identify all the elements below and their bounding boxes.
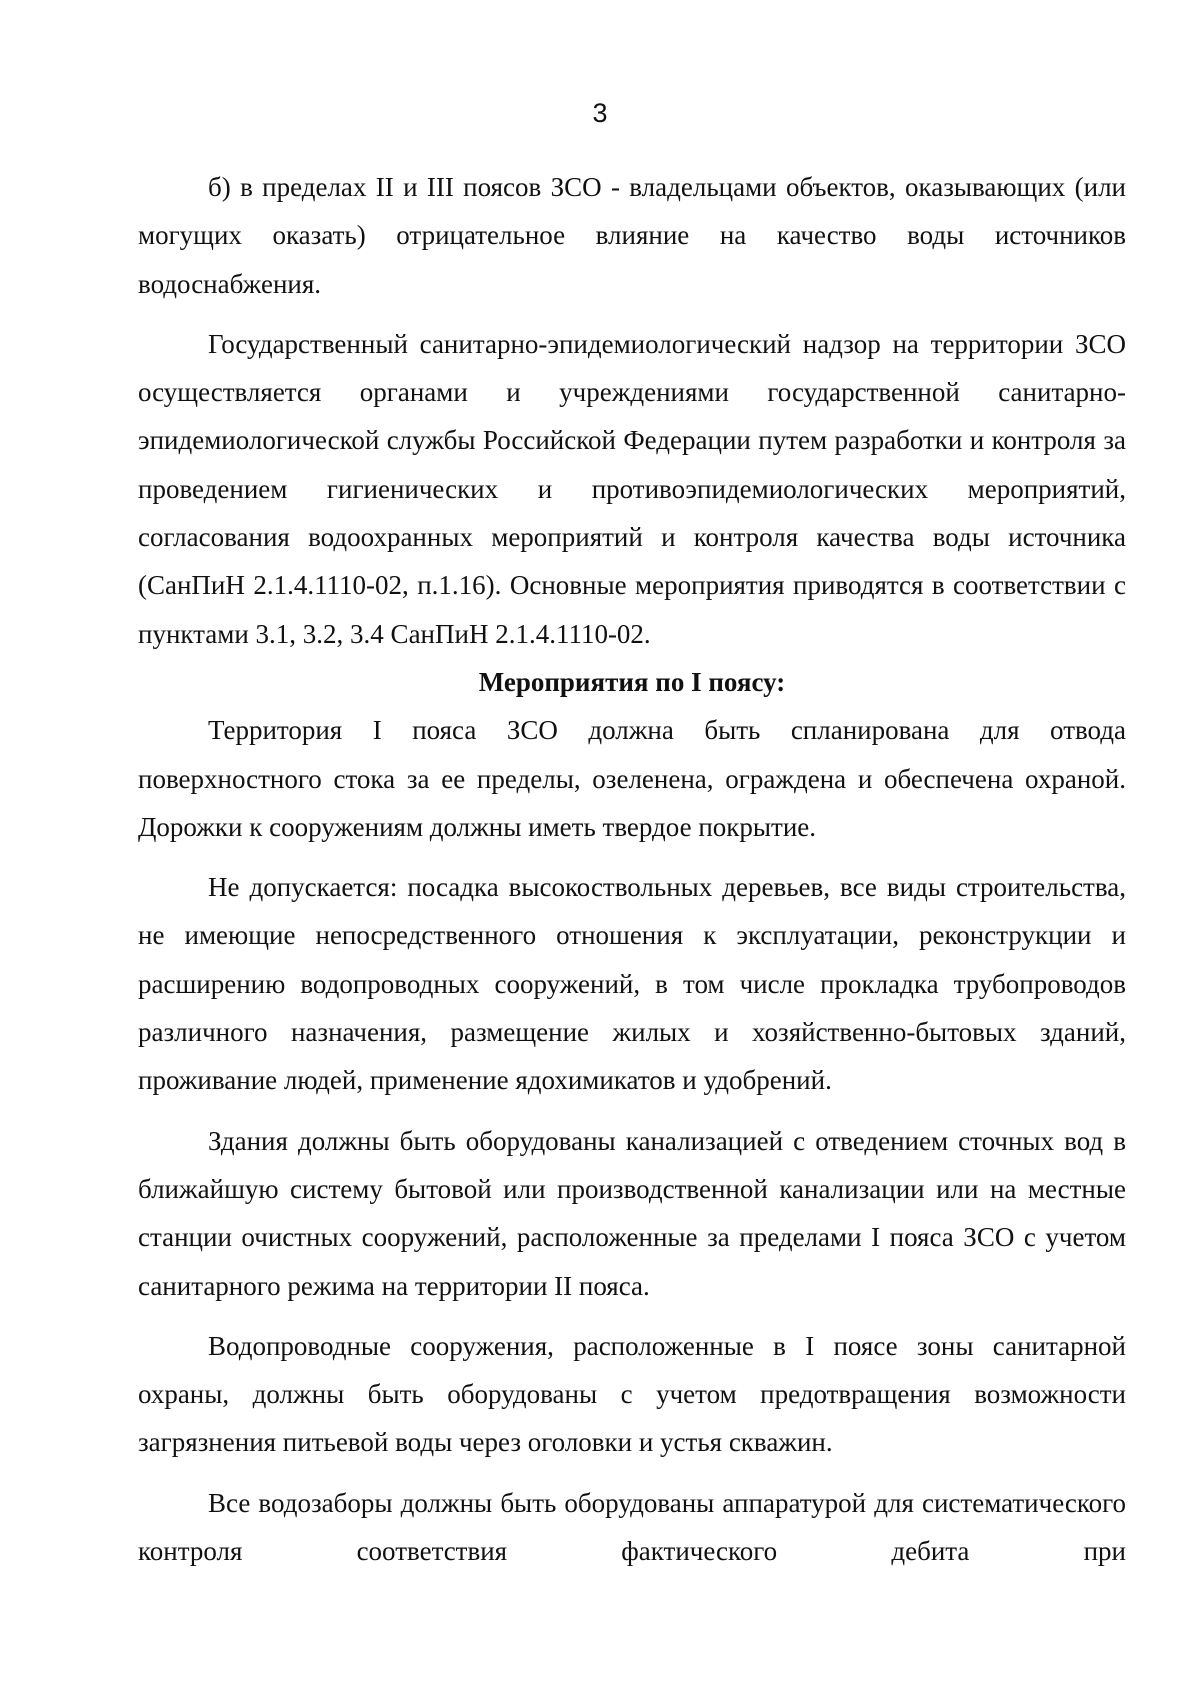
document-body (138, 163, 1126, 1575)
paragraph-water-structures: Водопроводные сооружения, расположенные в I поясе зоны санитарной охраны, должны быть оборудованы с учетом предотвращения возможности загрязнения питьевой воды через оголовки и устья скважин. (138, 1330, 1126, 1458)
paragraph-state-supervision: Государственный санитарно-эпидемиологический надзор на территории ЗСО осуществляется органами и учреждениями государственной санитарно-эпидемиологической службы Российской Федерации путем разработки и контроля за проведением гигиенических и противоэпидемиологических мероприятий, согласования водоохранных мероприятий и контроля качества воды источника (СанПиН 2.1.4.1110-02, п.1.16). Основные мероприятия приводятся в соответствии с пунктами 3.1, 3.2, 3.4 СанПиН 2.1.4.1110-02. (138, 328, 1126, 649)
paragraph-zso-owners: б) в пределах II и III поясов ЗСО - владельцами объектов, оказывающих (или могущих оказать) отрицательное влияние на качество воды источников водоснабжения. (138, 172, 1126, 299)
paragraph-not-allowed: Не допускается: посадка высокоствольных деревьев, все виды строительства, не имеющие непосредственного отношения к эксплуатации, реконструкции и расширению водопроводных сооружений, в том числе прокладка трубопроводов различного назначения, размещение жилых и хозяйственно-бытовых зданий, проживание людей, применение ядохимикатов и удобрений. (138, 872, 1126, 1096)
paragraph-territory: Территория I пояса ЗСО должна быть спланирована для отвода поверхностного стока за ее пределы, озеленена, ограждена и обеспечена охраной. Дорожки к сооружениям должны иметь твердое покрытие. (138, 715, 1126, 842)
paragraph-buildings-sewerage: Здания должны быть оборудованы канализацией с отведением сточных вод в ближайшую систему бытовой или производственной канализации или на местные станции очистных сооружений, расположенные за пределами I пояса ЗСО с учетом санитарного режима на территории II пояса. (138, 1125, 1126, 1301)
section-heading: Мероприятия по I поясу: (478, 666, 786, 697)
page-number: 3 (592, 98, 608, 128)
paragraph-water-intakes: Все водозаборы должны быть оборудованы аппаратурой для систематического контроля соответствия фактического дебита при (138, 1487, 1126, 1567)
